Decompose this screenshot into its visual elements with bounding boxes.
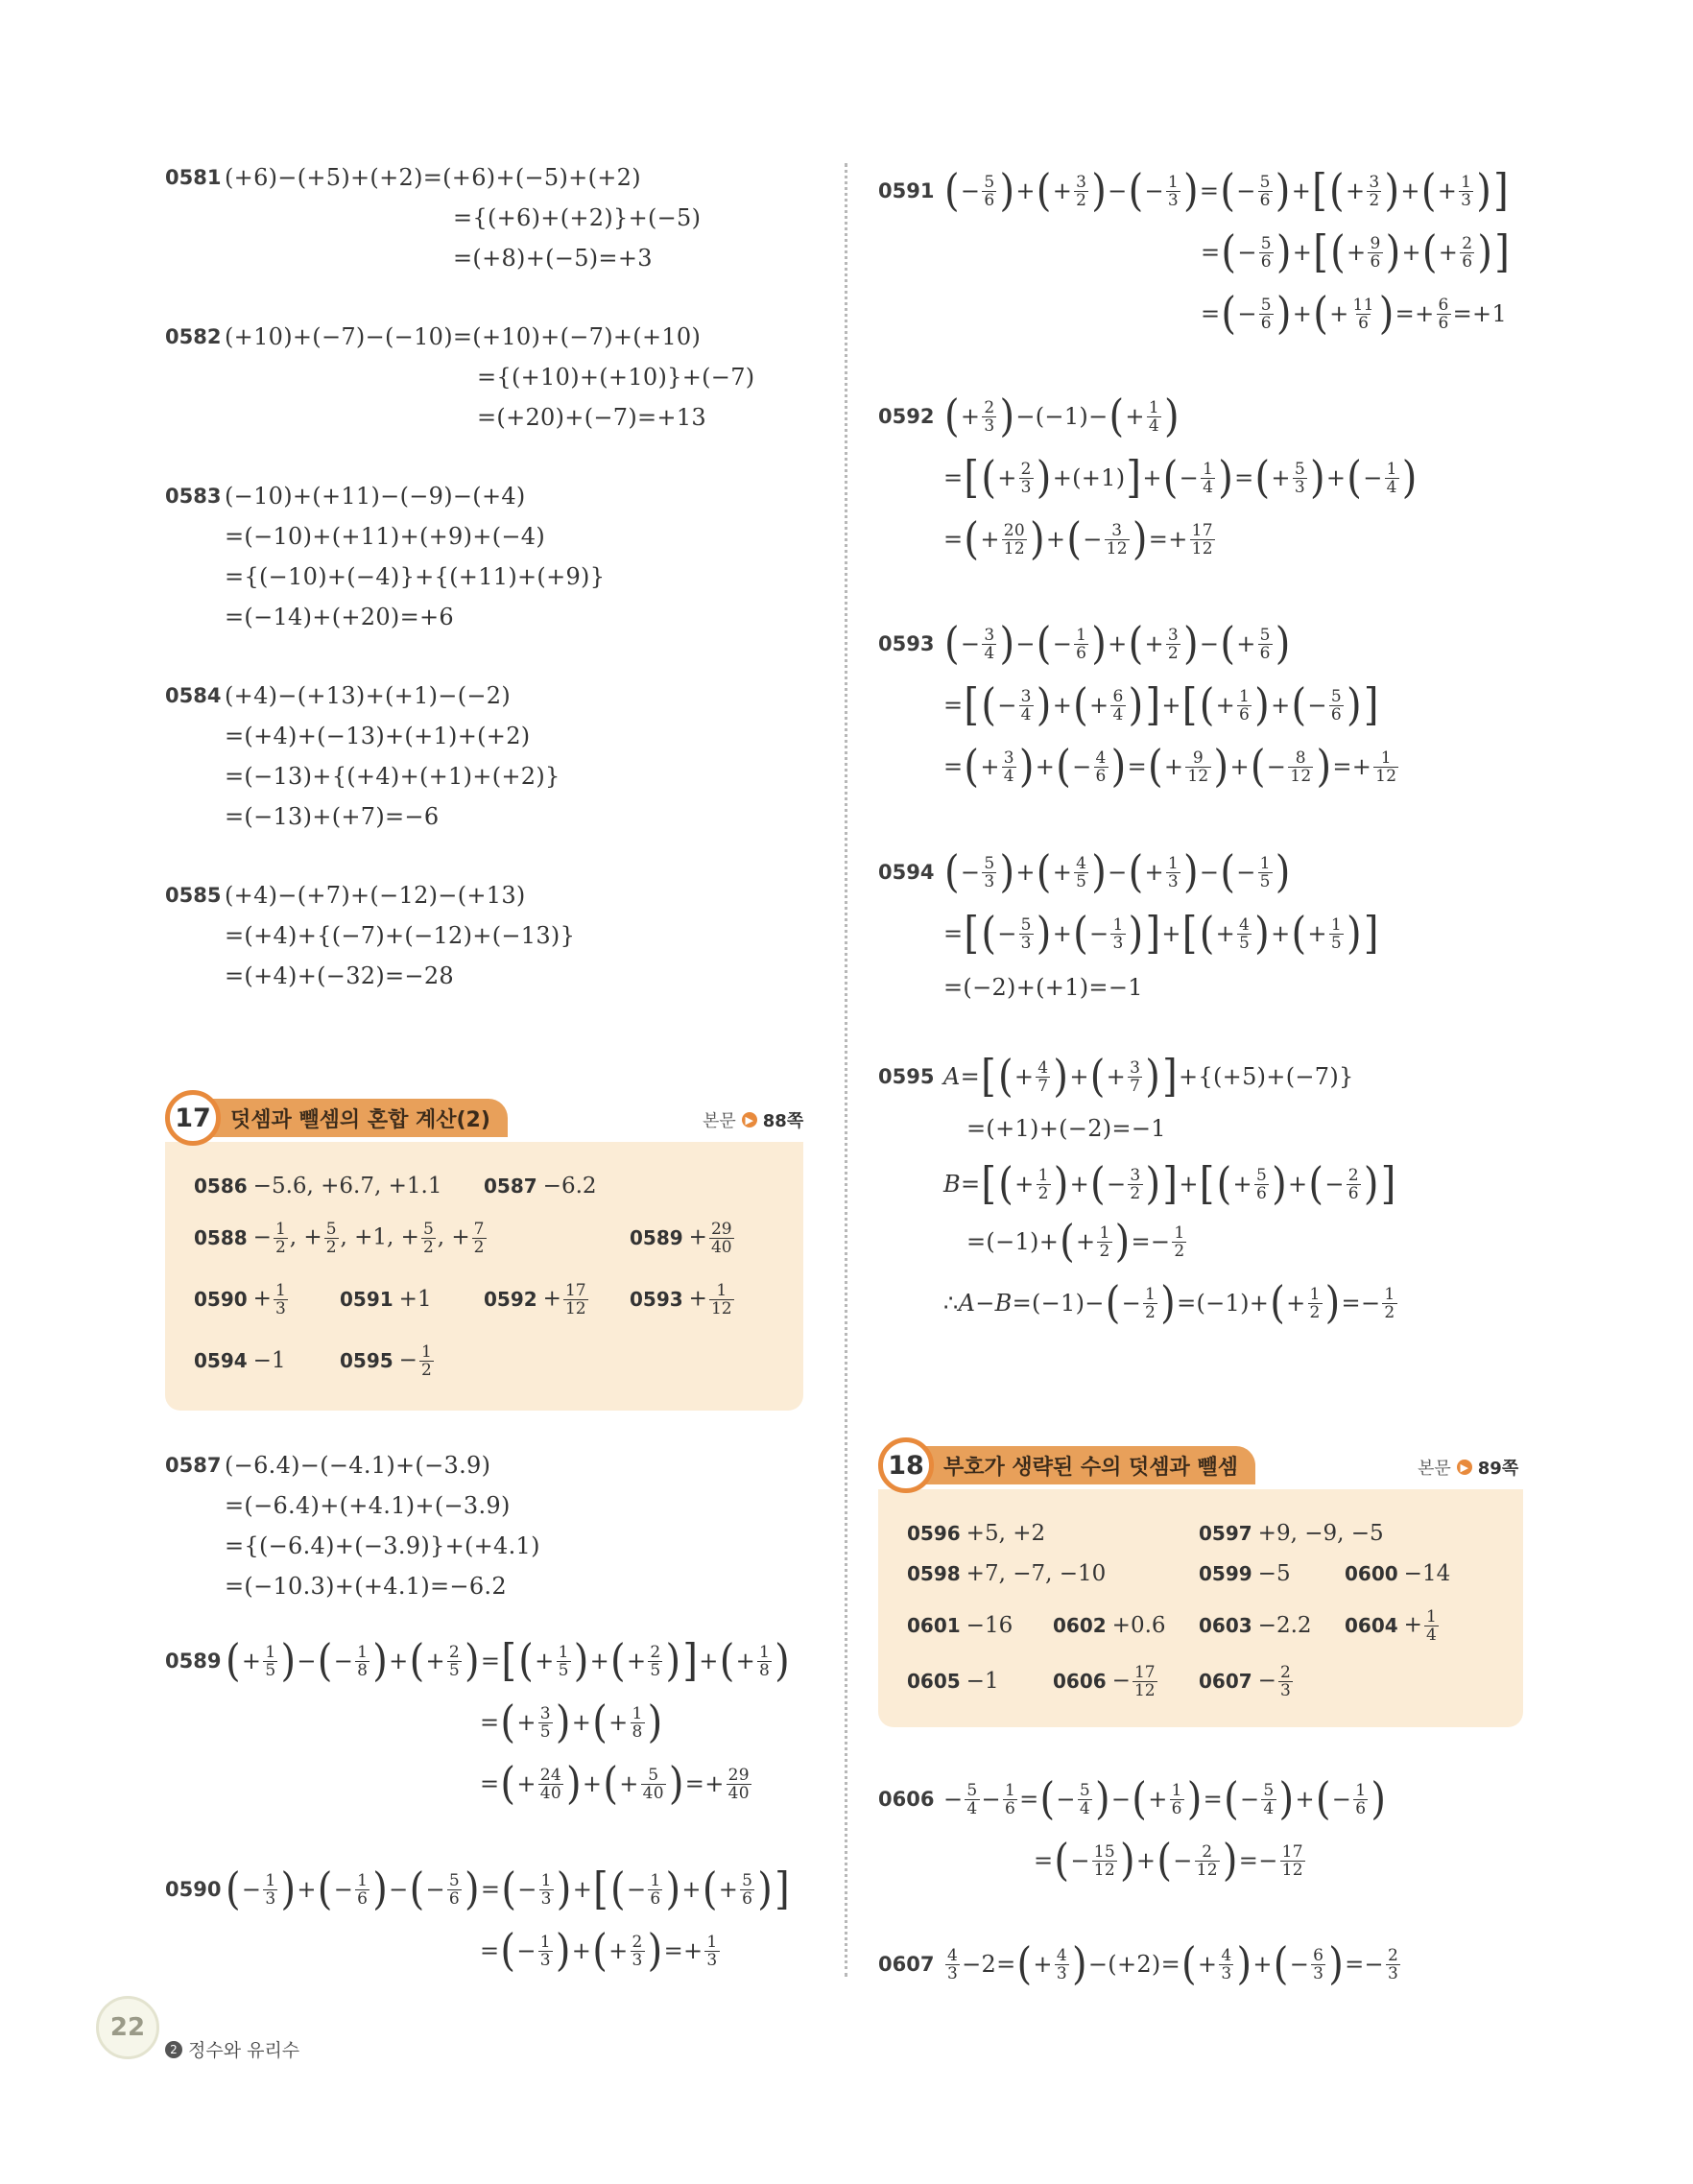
equation-line: = ( − $\frac{5}{6}$ ) + [ ( + $\frac{9}{6}$ ) + ( + $\frac{2}{6}$ ) ] <box>1201 226 1511 278</box>
answer-value: + $\frac{1}{4}$ <box>1403 1606 1437 1645</box>
equation-line: =(−13)+{(+4)+(+1)+(+2)} <box>225 763 560 790</box>
equation-line: = ( − $\frac{15}{12}$ ) + ( − $\frac{2}{12}$ ) =− $\frac{17}{12}$ <box>1034 1835 1303 1887</box>
problem-number: 0606 <box>878 1788 935 1811</box>
problem-number: 0589 <box>165 1650 222 1673</box>
equation-line: =(+1)+(−2)=−1 <box>966 1115 1166 1142</box>
answer-number: 0599 <box>1199 1562 1252 1585</box>
answer-value: − $\frac{1}{2}$ <box>398 1341 432 1380</box>
answer-value: −6.2 <box>542 1174 597 1199</box>
equation-line: =(+4)+{(−7)+(−12)+(−13)} <box>225 922 576 949</box>
answer-value: +5, +2 <box>966 1521 1046 1546</box>
chapter-title: 정수와 유리수 <box>188 2040 300 2061</box>
equation-line: =(−13)+(+7)=−6 <box>225 803 440 830</box>
answer-number: 0598 <box>907 1562 961 1585</box>
answer-value: +7, −7, −10 <box>966 1561 1107 1586</box>
equation-line: (+4)−(+7)+(−12)−(+13) <box>225 882 526 909</box>
answer-0601 <box>907 1602 1013 1649</box>
equation-line: = ( + $\frac{3}{5}$ ) + ( + $\frac{1}{8}$ ) <box>480 1697 663 1748</box>
equation-line: =(+20)+(−7)=+13 <box>477 404 706 431</box>
answer-number: 0607 <box>1199 1670 1252 1693</box>
equation-line: =(−2)+(+1)=−1 <box>943 974 1143 1001</box>
equation-line: =(−1)+ ( + $\frac{1}{2}$ ) =− $\frac{1}{2}$ <box>966 1216 1185 1268</box>
answer-value: − $\frac{1}{2}$ , + $\frac{5}{2}$ , +1, + $\frac{5}{2}$ , + $\frac{7}{2}$ <box>252 1219 485 1257</box>
answer-0594 <box>194 1338 286 1384</box>
answer-number: 0587 <box>484 1175 537 1198</box>
answer-0588 <box>194 1215 489 1261</box>
section-title: 덧셈과 뺄셈의 혼합 계산(2) <box>200 1099 508 1137</box>
answer-number: 0592 <box>484 1288 537 1311</box>
equation-line: = ( − $\frac{5}{6}$ ) + ( + $\frac{11}{6}$ ) =+ $\frac{6}{6}$ =+1 <box>1201 288 1508 340</box>
equation-line: =(+4)+(−13)+(+1)+(+2) <box>225 723 531 749</box>
problem-number: 0591 <box>878 179 935 202</box>
answer-value: −5 <box>1257 1561 1291 1586</box>
arrow-right-icon: ▶ <box>742 1112 757 1128</box>
equation-line: = ( + $\frac{20}{12}$ ) + ( − $\frac{3}{12}$ ) =+ $\frac{17}{12}$ <box>943 513 1213 565</box>
equation-line: ( − $\frac{5}{3}$ ) + ( + $\frac{4}{5}$ ) − ( + $\frac{1}{3}$ ) − ( − $\frac{1}{5}$ ) <box>944 846 1291 898</box>
answer-value: + $\frac{1}{12}$ <box>688 1280 732 1318</box>
equation-line: = [ ( − $\frac{3}{4}$ ) + ( + $\frac{6}{4}$ ) ] + [ ( + $\frac{1}{6}$ ) + ( − $\frac{5}{6}$ ) ] <box>943 679 1379 731</box>
problem-number: 0595 <box>878 1065 935 1088</box>
page-number: 22 <box>96 1996 159 2059</box>
problem-number: 0582 <box>165 325 222 348</box>
equation-line: ( + $\frac{1}{5}$ ) − ( − $\frac{1}{8}$ ) + ( + $\frac{2}{5}$ ) = [ ( + $\frac{1}{5}$ ) + ( + $\frac{2}{5}$ ) ] + ( + $\frac{1}{8}$ ) <box>226 1635 791 1687</box>
problem-number: 0585 <box>165 884 222 907</box>
arrow-right-icon: ▶ <box>1457 1460 1472 1475</box>
equation-line: ={(−6.4)+(−3.9)}+(+4.1) <box>225 1532 540 1559</box>
chapter-number: 2 <box>165 2041 182 2058</box>
equation-line: = ( − $\frac{1}{3}$ ) + ( + $\frac{2}{3}$ ) =+ $\frac{1}{3}$ <box>480 1925 718 1977</box>
answer-0587 <box>484 1163 597 1209</box>
problem-number: 0592 <box>878 405 935 428</box>
answer-0591 <box>340 1276 432 1322</box>
answer-value: −2.2 <box>1257 1613 1312 1638</box>
answer-number: 0602 <box>1053 1614 1107 1637</box>
answer-number: 0604 <box>1345 1614 1398 1637</box>
answer-0590 <box>194 1276 290 1322</box>
ref-page: 88쪽 <box>762 1111 804 1131</box>
equation-line: = [ ( − $\frac{5}{3}$ ) + ( − $\frac{1}{3}$ ) ] + [ ( + $\frac{4}{5}$ ) + ( + $\frac{1}{5}$ ) ] <box>943 908 1379 960</box>
answer-0595 <box>340 1338 436 1384</box>
answer-number: 0588 <box>194 1226 248 1249</box>
answer-number: 0590 <box>194 1288 248 1311</box>
problem-number: 0593 <box>878 632 935 655</box>
answer-number: 0591 <box>340 1288 393 1311</box>
answer-number: 0593 <box>630 1288 683 1311</box>
equation-line: =(−10)+(+11)+(+9)+(−4) <box>225 523 545 550</box>
answer-0596 <box>907 1510 1045 1556</box>
equation-line: ={(+6)+(+2)}+(−5) <box>453 204 702 231</box>
answer-value: +9, −9, −5 <box>1257 1521 1384 1546</box>
answer-number: 0596 <box>907 1522 961 1545</box>
equation-line: =(+8)+(−5)=+3 <box>453 245 653 272</box>
textbook-page-ref <box>1418 1455 1518 1480</box>
chapter-label <box>165 2036 299 2062</box>
problem-number: 0587 <box>165 1454 222 1477</box>
answer-value: −5.6, +6.7, +1.1 <box>252 1174 442 1199</box>
equation-line: ={(+10)+(+10)}+(−7) <box>477 364 755 391</box>
answer-0597 <box>1199 1510 1384 1556</box>
answer-0586 <box>194 1163 441 1209</box>
answer-number: 0595 <box>340 1349 393 1372</box>
answer-value: + $\frac{29}{40}$ <box>688 1219 732 1257</box>
answer-0589 <box>630 1215 736 1261</box>
section-title: 부호가 생략된 수의 덧셈과 뺄셈 <box>913 1446 1255 1484</box>
answer-number: 0600 <box>1345 1562 1398 1585</box>
problem-number: 0583 <box>165 485 222 508</box>
equation-line: ( − $\frac{3}{4}$ ) − ( − $\frac{1}{6}$ ) + ( + $\frac{3}{2}$ ) − ( + $\frac{5}{6}$ ) <box>944 618 1291 670</box>
answer-value: −1 <box>252 1348 286 1373</box>
answer-number: 0605 <box>907 1670 961 1693</box>
equation-line: ={(−10)+(−4)}+{(+11)+(+9)} <box>225 563 606 590</box>
answer-0593 <box>630 1276 736 1322</box>
section-header-18 <box>878 1437 1255 1493</box>
problem-number: 0590 <box>165 1878 222 1901</box>
equation-line: =(−14)+(+20)=+6 <box>225 604 454 630</box>
section-badge: 17 <box>165 1090 221 1146</box>
answer-0605 <box>907 1658 999 1704</box>
answer-value: −1 <box>966 1669 999 1694</box>
answer-value: −14 <box>1403 1561 1451 1586</box>
problem-number: 0584 <box>165 684 222 707</box>
section-header-17 <box>165 1090 508 1146</box>
answer-0600 <box>1345 1551 1450 1597</box>
equation-line: A = [ ( + $\frac{4}{7}$ ) + ( + $\frac{3}{7}$ ) ] +{(+5)+(−7)} <box>943 1051 1354 1103</box>
answer-number: 0603 <box>1199 1614 1252 1637</box>
answer-value: −16 <box>966 1613 1013 1638</box>
equation-line: B = [ ( + $\frac{1}{2}$ ) + ( − $\frac{3}{2}$ ) ] + [ ( + $\frac{5}{6}$ ) + ( − $\frac{2}{6}$ ) ] <box>943 1158 1396 1210</box>
equation-line: $\frac{4}{3}$ −2= ( + $\frac{4}{3}$ ) −(+2)= ( + $\frac{4}{3}$ ) + ( − $\frac{6}{3}$ ) =− $\frac{2}{3}$ <box>947 1938 1399 1990</box>
answer-0606 <box>1053 1658 1159 1704</box>
equation-line: (+10)+(−7)−(−10)=(+10)+(−7)+(+10) <box>225 323 702 350</box>
equation-line: =(−10.3)+(+4.1)=−6.2 <box>225 1573 507 1600</box>
answer-0603 <box>1199 1602 1312 1649</box>
equation-line: (+6)−(+5)+(+2)=(+6)+(−5)+(+2) <box>225 164 641 191</box>
problem-number: 0594 <box>878 861 935 884</box>
equation-line: = ( + $\frac{24}{40}$ ) + ( + $\frac{5}{40}$ ) =+ $\frac{29}{40}$ <box>480 1758 750 1810</box>
equation-line: ( − $\frac{1}{3}$ ) + ( − $\frac{1}{6}$ ) − ( − $\frac{5}{6}$ ) = ( − $\frac{1}{3}$ ) + [ ( − $\frac{1}{6}$ ) + ( + $\frac{5}{6}$ ) ] <box>226 1864 791 1915</box>
answer-value: + $\frac{17}{12}$ <box>542 1280 586 1318</box>
equation-line: (+4)−(+13)+(+1)−(−2) <box>225 682 512 709</box>
answer-0604 <box>1345 1602 1441 1649</box>
answer-0602 <box>1053 1602 1166 1649</box>
answer-value: + $\frac{1}{3}$ <box>252 1280 286 1318</box>
ref-label: 본문 <box>1418 1459 1451 1479</box>
answer-number: 0594 <box>194 1349 248 1372</box>
equation-line: = ( + $\frac{3}{4}$ ) + ( − $\frac{4}{6}$ ) = ( + $\frac{9}{12}$ ) + ( − $\frac{8}{12}$ ) =+ $\frac{1}{12}$ <box>943 741 1397 793</box>
section-badge: 18 <box>878 1437 934 1493</box>
equation-line: (−10)+(+11)−(−9)−(+4) <box>225 483 526 510</box>
equation-line: ( + $\frac{2}{3}$ ) −(−1)− ( + $\frac{1}{4}$ ) <box>944 391 1180 442</box>
problem-number: 0607 <box>878 1953 935 1976</box>
answer-number: 0606 <box>1053 1670 1107 1693</box>
answer-0599 <box>1199 1551 1291 1597</box>
column-divider <box>845 163 847 1977</box>
equation-line: (−6.4)−(−4.1)+(−3.9) <box>225 1452 491 1479</box>
ref-page: 89쪽 <box>1477 1459 1519 1479</box>
answer-value: − $\frac{2}{3}$ <box>1257 1662 1291 1700</box>
equation-line: = [ ( + $\frac{2}{3}$ ) +(+1) ] + ( − $\frac{1}{4}$ ) = ( + $\frac{5}{3}$ ) + ( − $\frac{1}{4}$ ) <box>943 452 1418 504</box>
answer-number: 0586 <box>194 1175 248 1198</box>
textbook-page-ref <box>703 1107 803 1132</box>
problem-number: 0581 <box>165 166 222 189</box>
equation-line: ∴ A − B =(−1)− ( − $\frac{1}{2}$ ) =(−1)+ ( + $\frac{1}{2}$ ) =− $\frac{1}{2}$ <box>943 1277 1395 1329</box>
answer-0592 <box>484 1276 590 1322</box>
answer-value: +1 <box>398 1287 432 1312</box>
answer-number: 0601 <box>907 1614 961 1637</box>
answer-number: 0589 <box>630 1226 683 1249</box>
answer-0607 <box>1199 1658 1295 1704</box>
ref-label: 본문 <box>703 1111 736 1131</box>
equation-line: =(−6.4)+(+4.1)+(−3.9) <box>225 1492 511 1519</box>
equation-line: =(+4)+(−32)=−28 <box>225 962 454 989</box>
equation-line: ( − $\frac{5}{6}$ ) + ( + $\frac{3}{2}$ ) − ( − $\frac{1}{3}$ ) = ( − $\frac{5}{6}$ ) + [ ( + $\frac{3}{2}$ ) + ( + $\frac{1}{3}$ ) ] <box>944 165 1510 217</box>
answer-value: +0.6 <box>1111 1613 1166 1638</box>
answer-value: − $\frac{17}{12}$ <box>1111 1662 1156 1700</box>
answer-0598 <box>907 1551 1106 1597</box>
answer-number: 0597 <box>1199 1522 1252 1545</box>
equation-line: − $\frac{5}{4}$ − $\frac{1}{6}$ = ( − $\frac{5}{4}$ ) − ( + $\frac{1}{6}$ ) = ( − $\frac{5}{4}$ ) + ( − $\frac{1}{6}$ ) <box>943 1773 1387 1825</box>
